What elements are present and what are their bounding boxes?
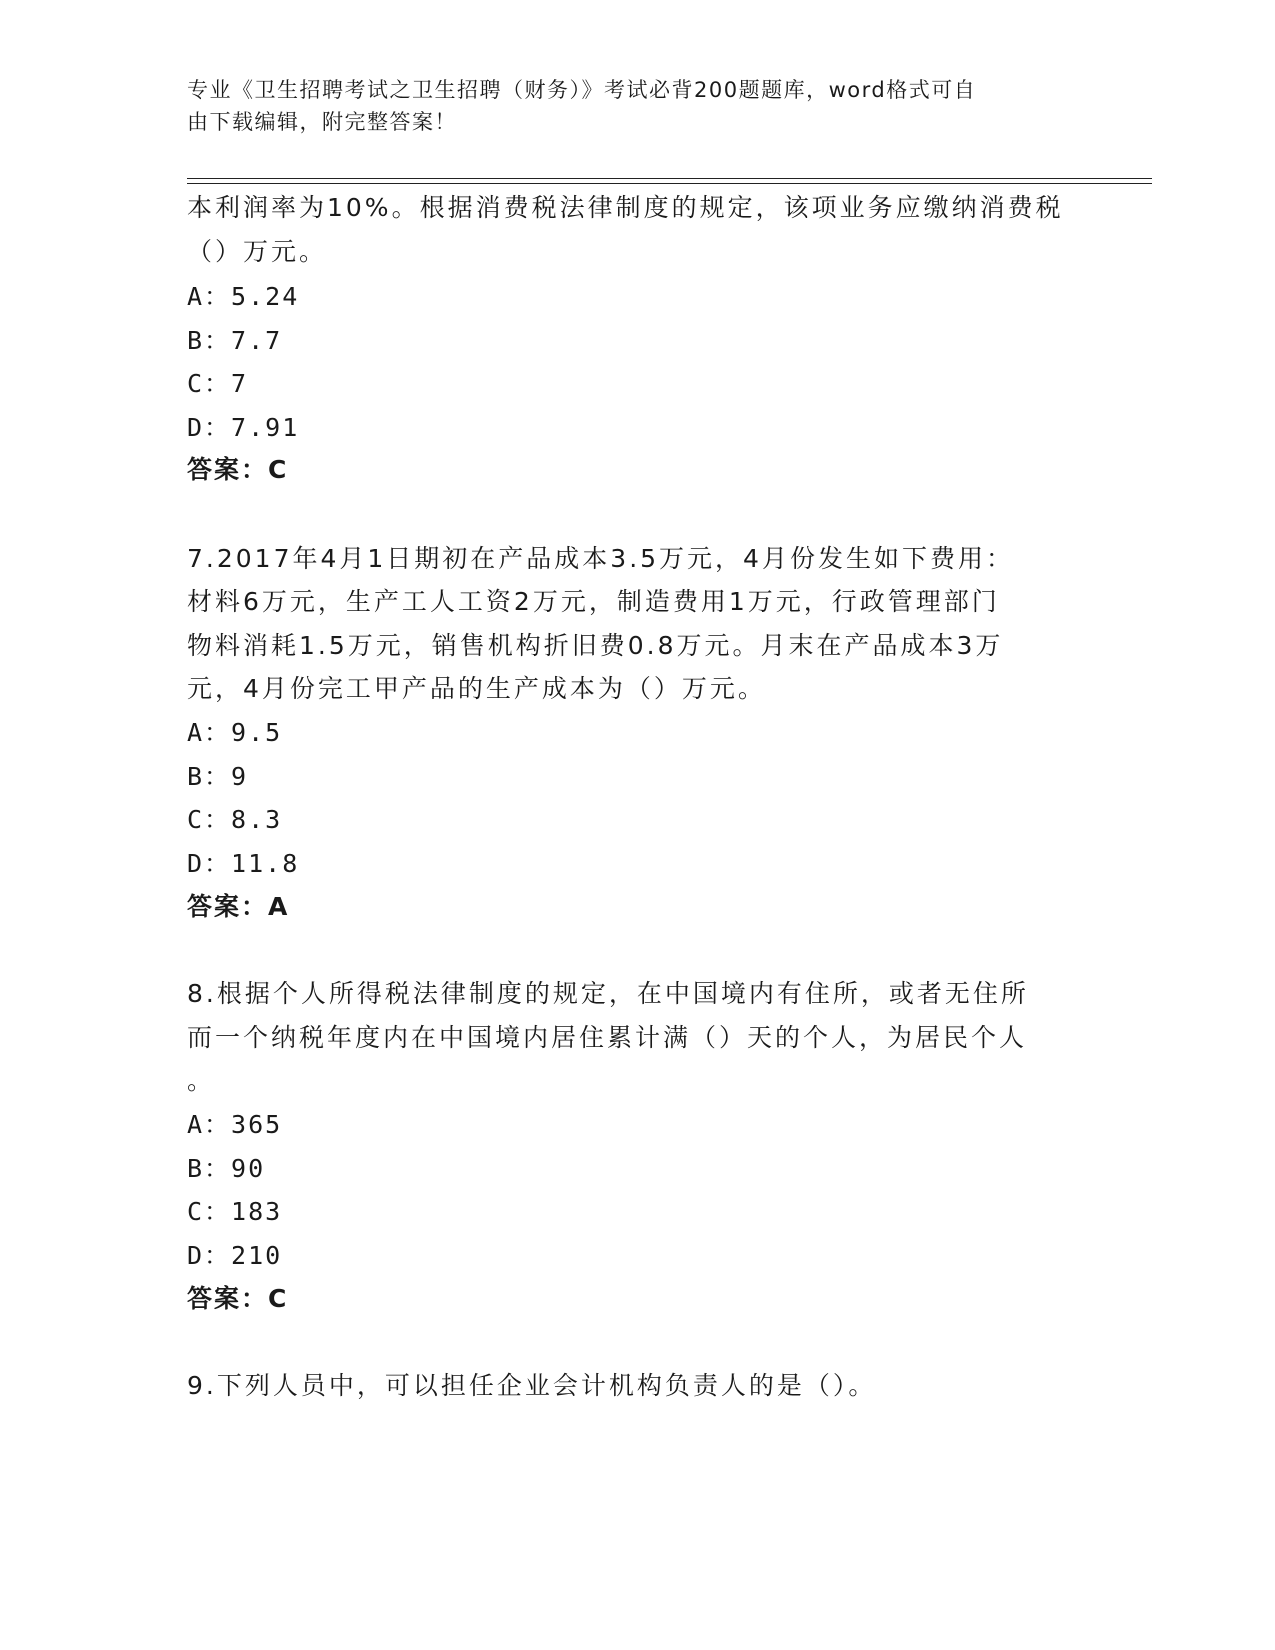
answer-label: 答案：A — [187, 892, 290, 921]
document-header — [187, 74, 1067, 138]
option-a: A：5.24 — [187, 282, 300, 311]
question-text-line: 本利润率为10%。根据消费税法律制度的规定，该项业务应缴纳消费税 — [187, 193, 1064, 222]
question-text-line: 。 — [187, 1066, 216, 1095]
header-line-1: 专业《卫生招聘考试之卫生招聘（财务）》考试必背200题题库，word格式可自 — [187, 78, 977, 102]
option-d: D：7.91 — [187, 413, 300, 442]
question-text-line: 物料消耗1.5万元，销售机构折旧费0.8万元。月末在产品成本3万 — [187, 631, 1004, 660]
option-b: B：7.7 — [187, 326, 283, 355]
question-text-line: 而一个纳税年度内在中国境内居住累计满（）天的个人，为居民个人 — [187, 1023, 1028, 1052]
header-line-2: 由下载编辑，附完整答案！ — [187, 110, 457, 134]
option-b: B：9 — [187, 762, 249, 791]
option-a: A：9.5 — [187, 718, 283, 747]
option-b: B：90 — [187, 1154, 266, 1183]
question-text-line: 7.2017年4月1日期初在产品成本3.5万元，4月份发生如下费用： — [187, 544, 1014, 573]
question-text-line: （）万元。 — [187, 237, 328, 266]
question-text-line: 材料6万元，生产工人工资2万元，制造费用1万元，行政管理部门 — [187, 587, 1000, 616]
option-d: D：11.8 — [187, 849, 300, 878]
question-text-line: 8.根据个人所得税法律制度的规定，在中国境内有住所，或者无住所 — [187, 979, 1029, 1008]
option-c: C：7 — [187, 369, 249, 398]
header-divider-top — [187, 178, 1152, 179]
option-c: C：183 — [187, 1197, 283, 1226]
answer-label: 答案：C — [187, 455, 289, 484]
question-text-line: 9.下列人员中，可以担任企业会计机构负责人的是（）。 — [187, 1371, 877, 1400]
option-c: C：8.3 — [187, 805, 283, 834]
option-d: D：210 — [187, 1241, 283, 1270]
question-text-line: 元，4月份完工甲产品的生产成本为（）万元。 — [187, 674, 766, 703]
answer-label: 答案：C — [187, 1284, 289, 1313]
option-a: A：365 — [187, 1110, 283, 1139]
header-divider-bottom — [187, 183, 1152, 184]
